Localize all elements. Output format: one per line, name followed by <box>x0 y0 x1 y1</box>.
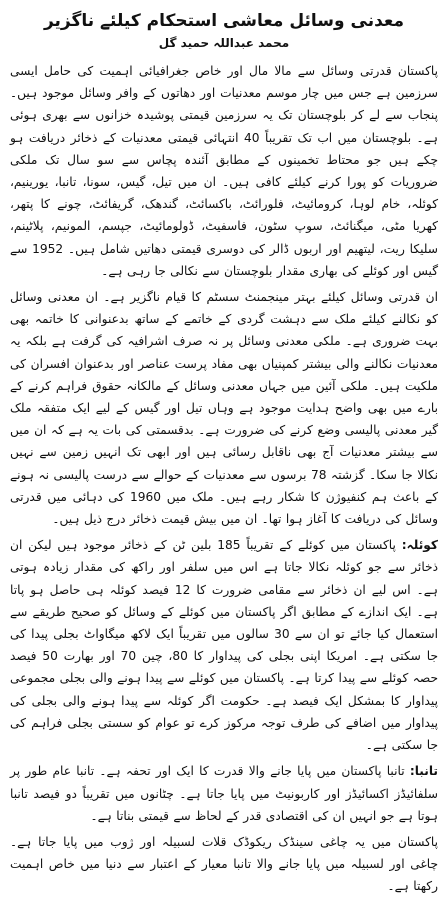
article-paragraph-copper <box>10 760 438 827</box>
paragraph-text: پاکستان میں کوئلے کے تقریباً 185 بلین ٹن کے ذخائر موجود ہیں لیکن ان ذخائر سے جو کوئلہ نکالا جاتا ہے اس میں سلفر اور راکھ کی مقدار زیادہ ہوتی ہے۔ اس لیے ان ذخائر سے مقامی ضرورت کا 12 فیصد کوئلہ ہی حاصل ہو پاتا ہے۔ ایک اندازے کے مطابق اگر پاکستان میں کوئلے کے وسائل کو صحیح طریقے سے استعمال کیا جائے تو ان سے 30 سالوں میں تقریباً ایک لاکھ میگاواٹ بجلی پیدا کی جا سکتی ہے۔ امریکا اپنی بجلی کی پیداوار کا 80، چین 70 اور بھارت 50 فیصد حصہ کوئلے سے پیدا کرتا ہے۔ پاکستان میں کوئلے سے پیدا ہونے والی بجلی مجموعی پیداوار کا بمشکل ایک فیصد ہے۔ حکومت اگر کوئلہ سے پیدا ہونے والی بجلی کی پیداوار میں اضافے کی طرف توجہ مرکوز کرے تو عوام کو سستی بجلی فراہم کی جا سکتی ہے۔ <box>10 538 438 753</box>
article-byline: محمد عبداللہ حمید گل <box>158 36 290 50</box>
paragraph-lead: تانبا: <box>409 764 439 779</box>
article-paragraph-management <box>10 286 438 530</box>
article-paragraph-intro <box>10 60 438 282</box>
paragraph-text: ان قدرتی وسائل کیلئے بہتر مینجمنٹ سسٹم کا قیام ناگزیر ہے۔ ان معدنی وسائل کو نکالنے کیلئے ملک سے دہشت گردی کے خاتمے کے ساتھ بدعنوانی کا خاتمہ بھی بہت ضروری ہے۔ ملکی معدنی وسائل پر نہ صرف اشرافیہ کی گرفت ہے بلکہ یہ معدنیات نکالنے والی بیشتر کمپنیاں بھی مفاد پرست عناصر اور بدعنوان افسران کی ملکیت ہیں۔ ملکی آئین میں جہاں معدنی وسائل کے مالکانہ حقوق فراہم کرنے کے بارے میں بھی واضح ہدایت موجود ہے وہاں تیل اور گیس کے لیے ایک متفقہ ملک گیر معدنی پالیسی وضع کرنے کی ضرورت ہے۔ بدقسمتی کی بات یہ ہے کہ ان میں سے بیشتر معدنیات آج بھی ناقابل رسائی ہیں اور ابھی تک انہیں زمین سے نہیں نکالا جا سکا۔ گزشتہ 78 برسوں سے معدنیات کے حوالے سے درست پالیسی نہ ہونے کے باعث ہم کنفیوژن کا شکار رہے ہیں۔ ملک میں 1960 کی دہائی میں قدرتی وسائل کی دریافت کا آغاز ہوا تھا۔ ان میں بیش قیمت ذخائر درج ذیل ہیں۔ <box>10 290 438 527</box>
article-paragraph-copper-locations <box>10 831 438 898</box>
article-title: معدنی وسائل معاشی استحکام کیلئے ناگزیر <box>43 11 405 31</box>
paragraph-lead: کوئلہ: <box>401 538 439 553</box>
article-paragraph-coal <box>10 534 438 756</box>
paragraph-text: پاکستان قدرتی وسائل سے مالا مال اور خاص جغرافیائی اہمیت کی حامل ایسی سرزمین ہے جس میں چار موسم معدنیات اور دھاتوں کے وافر وسائل موجود ہیں۔ پنجاب سے لے کر بلوچستان تک یہ سرزمین قیمتی پوشیدہ خزانوں سے بھری ہوئی ہے۔ بلوچستان میں اب تک تقریباً 40 انتہائی قیمتی معدنیات کے ذخائر دریافت ہو چکے ہیں جو محتاط تخمینوں کے مطابق آئندہ پچاس سے سو سال تک ملکی ضروریات کو پورا کرنے کیلئے کافی ہیں۔ ان میں تیل، گیس، سونا، تانبا، یورینیم، کوئلہ، خام لوہا، کرومائیٹ، فلورائٹ، باکسائٹ، گندھک، گریفائٹ، چونے کا پتھر، کھریا مٹی، میگنائٹ، سوپ سٹون، فاسفیٹ، ڈولومائیٹ، جپسم، المونیم، پلاٹینم، سلیکا ریت، لیتھیم اور اربوں ڈالر کی دوسری قیمتی دھاتیں شامل ہیں۔ 1952 سے گیس اور کوئلے کی بھاری مقدار بلوچستان سے نکالی جا رہی ہے۔ <box>10 64 438 278</box>
paragraph-text: پاکستان میں یہ چاغی سینڈک ریکوڈک قلات لسبیلہ اور ژوب میں پایا جاتا ہے۔ چاغی اور لسبیلہ میں پایا جانے والا تانبا معیار کے اعتبار سے دنیا میں خاص اہمیت رکھتا ہے۔ <box>10 834 438 894</box>
paragraph-text: تانبا پاکستان میں پایا جانے والا قدرت کا ایک اور تحفہ ہے۔ تانبا عام طور پر سلفائیڈز اکسائیڈز اور کاربونیٹ میں پایا جاتا ہے۔ چٹانوں میں تقریباً دو فیصد تانبا ہوتا ہے جو انہیں ان کی اقتصادی قدر کے لحاظ سے قیمتی بناتا ہے۔ <box>10 764 438 823</box>
